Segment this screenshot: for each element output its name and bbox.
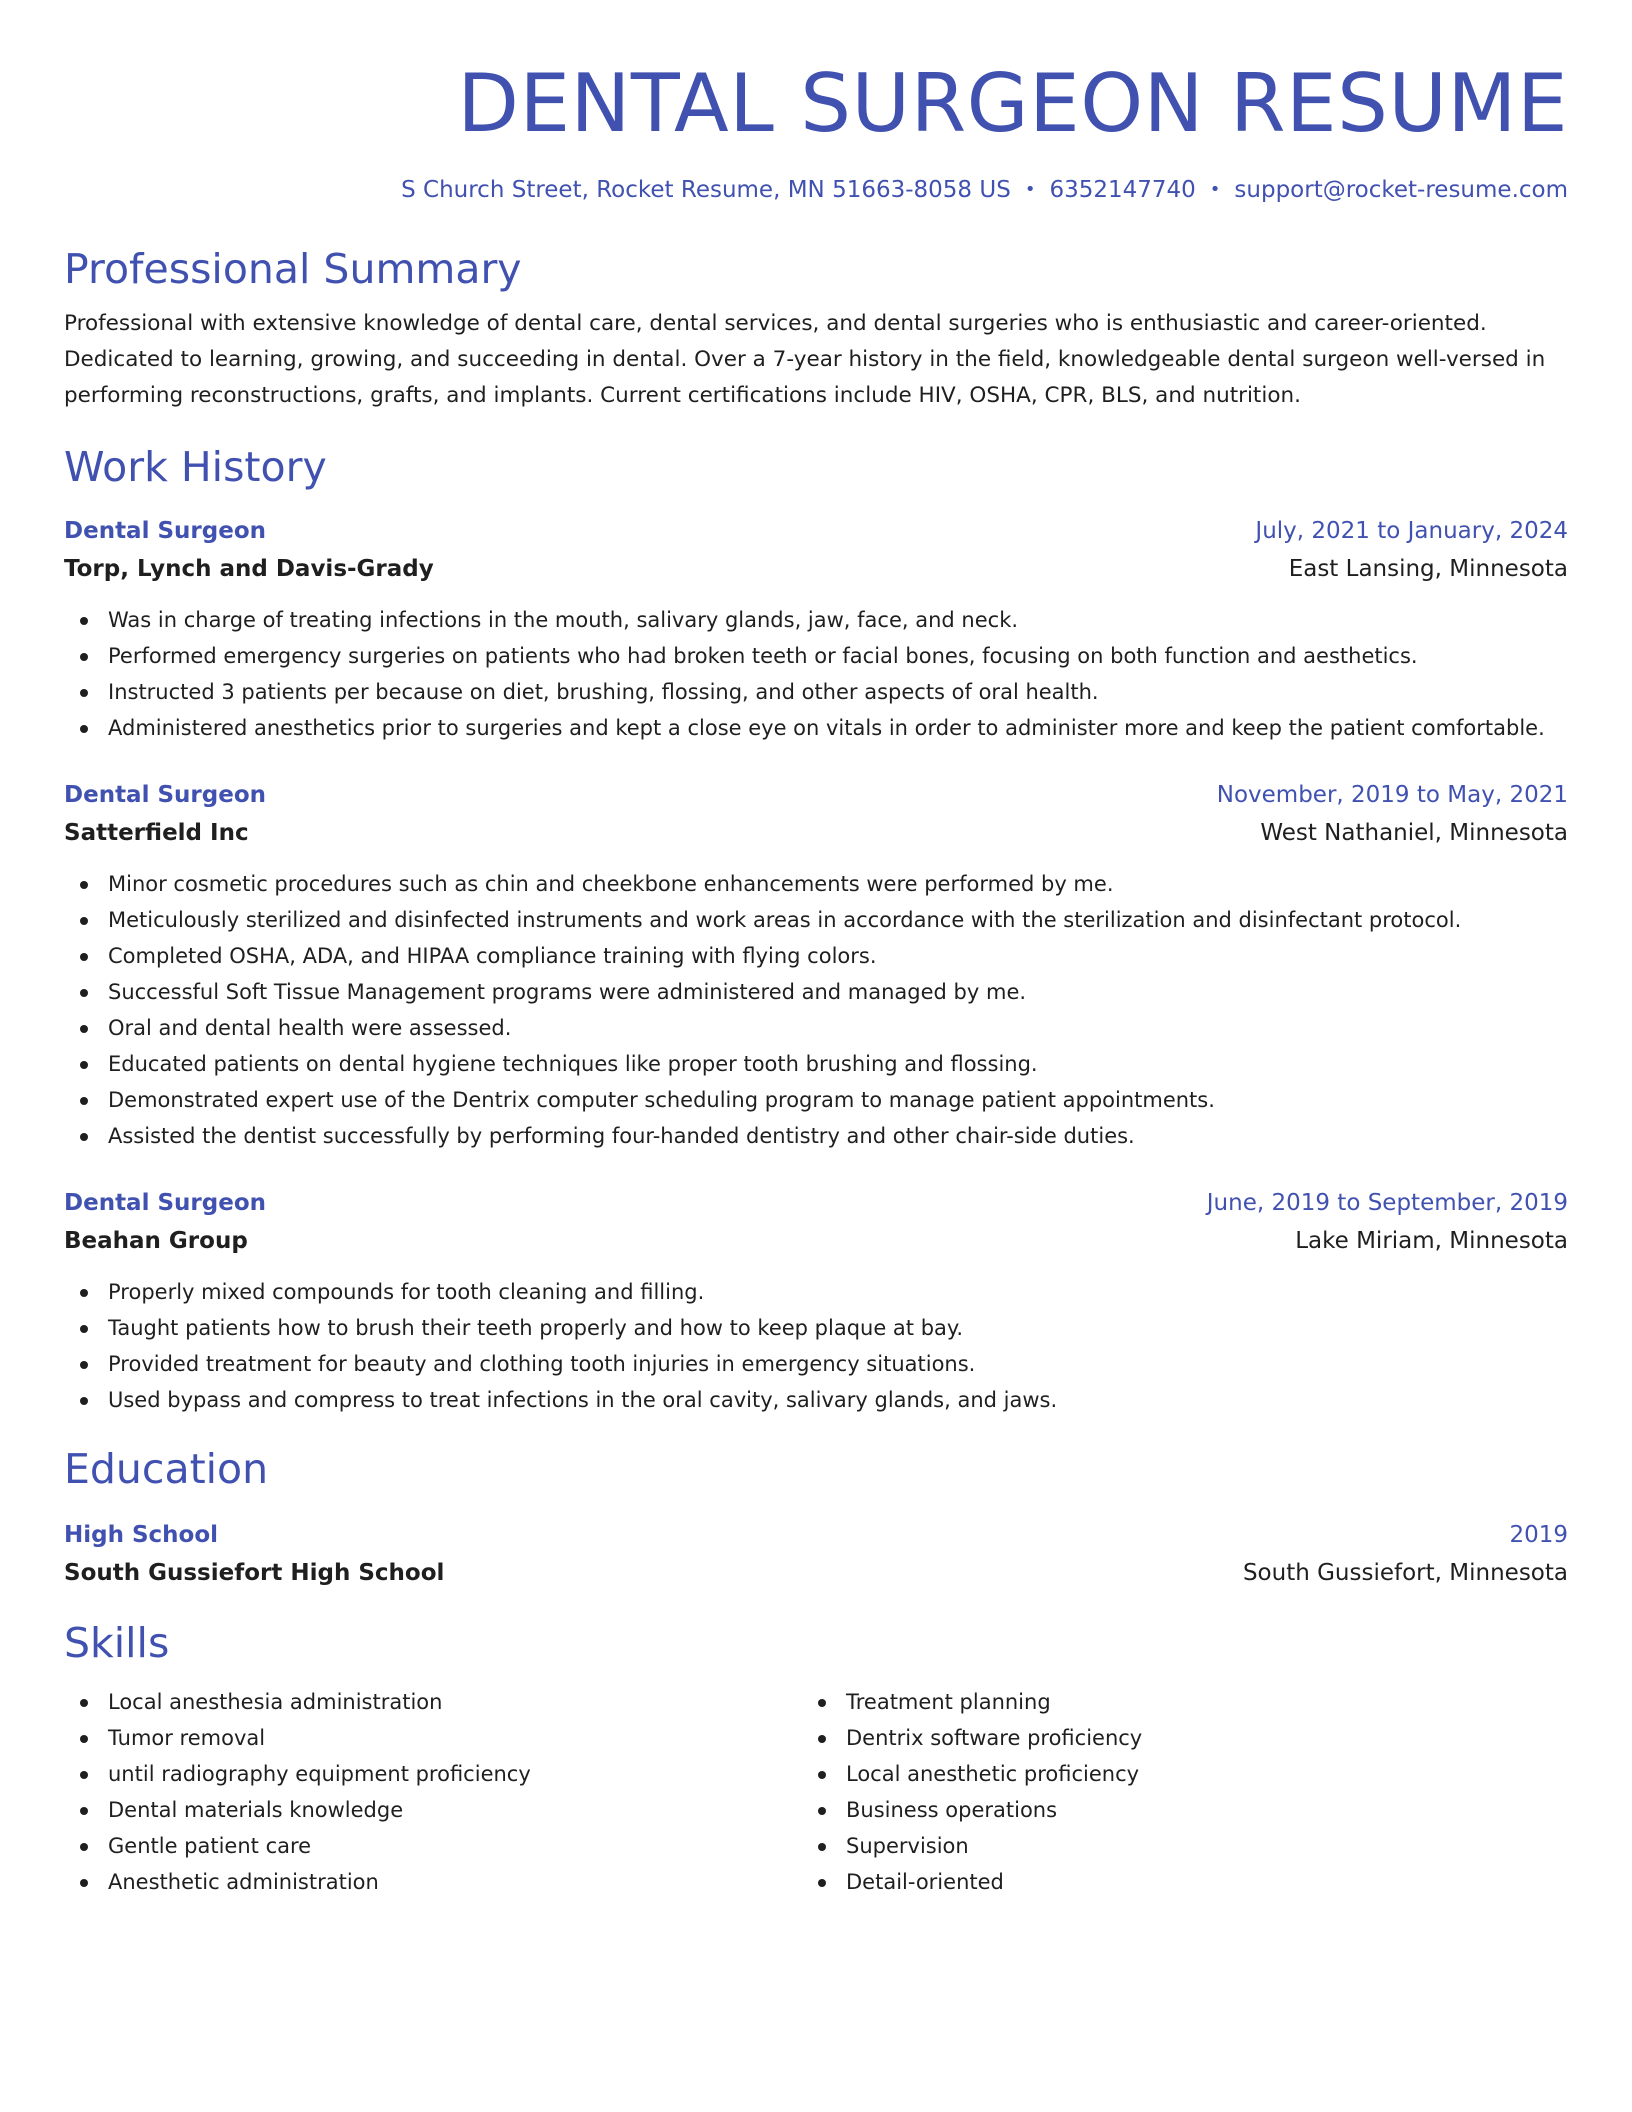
education-location: South Gussiefort, Minnesota xyxy=(1242,1560,1568,1586)
skill-item: Supervision xyxy=(802,1828,1540,1864)
job-bullets xyxy=(64,1274,1568,1418)
job-bullet: Properly mixed compounds for tooth cleaning and filling. xyxy=(64,1274,1568,1310)
skills-list xyxy=(802,1684,1540,1900)
job-dates: November, 2019 to May, 2021 xyxy=(1216,782,1568,808)
skills-column-right xyxy=(802,1684,1540,1900)
job-dates: July, 2021 to January, 2024 xyxy=(1255,518,1568,544)
job-bullet: Performed emergency surgeries on patients who had broken teeth or facial bones, focusing on both function and aesthetics. xyxy=(64,638,1568,674)
skill-item: Treatment planning xyxy=(802,1684,1540,1720)
job-bullet: Minor cosmetic procedures such as chin and cheekbone enhancements were performed by me. xyxy=(64,866,1568,902)
job-entry xyxy=(64,512,1568,746)
job-role: Dental Surgeon xyxy=(64,518,266,544)
job-location: Lake Miriam, Minnesota xyxy=(1295,1228,1568,1254)
contact-separator: • xyxy=(1024,179,1036,200)
job-entry xyxy=(64,1184,1568,1418)
job-role: Dental Surgeon xyxy=(64,1190,266,1216)
job-company: Satterfield Inc xyxy=(64,820,249,846)
education-heading: Education xyxy=(64,1445,269,1493)
skill-item: Detail-oriented xyxy=(802,1864,1540,1900)
job-bullet: Assisted the dentist successfully by performing four-handed dentistry and other chair-side duties. xyxy=(64,1118,1568,1154)
work-history-heading: Work History xyxy=(64,443,327,491)
job-bullet: Was in charge of treating infections in the mouth, salivary glands, jaw, face, and neck. xyxy=(64,602,1568,638)
skills-column-left xyxy=(64,1684,802,1900)
skill-item: Anesthetic administration xyxy=(64,1864,802,1900)
skill-item: Dental materials knowledge xyxy=(64,1792,802,1828)
job-bullet: Taught patients how to brush their teeth properly and how to keep plaque at bay. xyxy=(64,1310,1568,1346)
job-bullet: Administered anesthetics prior to surgeries and kept a close eye on vitals in order to administer more and keep the patient comfortable. xyxy=(64,710,1568,746)
resume-header xyxy=(64,56,1568,206)
skill-item: Business operations xyxy=(802,1792,1540,1828)
job-location: West Nathaniel, Minnesota xyxy=(1260,820,1568,846)
job-bullets xyxy=(64,866,1568,1154)
skill-item: Dentrix software proficiency xyxy=(802,1720,1540,1756)
education-entry xyxy=(64,1516,1568,1592)
contact-separator: • xyxy=(1209,179,1221,200)
job-role: Dental Surgeon xyxy=(64,782,266,808)
contact-phone: 6352147740 xyxy=(1049,177,1196,203)
contact-address: S Church Street, Rocket Resume, MN 51663-8058 US xyxy=(401,177,1011,203)
job-bullet: Provided treatment for beauty and clothing tooth injuries in emergency situations. xyxy=(64,1346,1568,1382)
skill-item: Local anesthetic proficiency xyxy=(802,1756,1540,1792)
job-bullet: Oral and dental health were assessed. xyxy=(64,1010,1568,1046)
summary-heading: Professional Summary xyxy=(64,245,522,293)
job-bullet: Demonstrated expert use of the Dentrix computer scheduling program to manage patient appointments. xyxy=(64,1082,1568,1118)
education-year: 2019 xyxy=(1509,1522,1568,1548)
job-company: Beahan Group xyxy=(64,1228,248,1254)
job-bullet: Completed OSHA, ADA, and HIPAA compliance training with flying colors. xyxy=(64,938,1568,974)
skill-item: Tumor removal xyxy=(64,1720,802,1756)
contact-email: support@rocket-resume.com xyxy=(1234,177,1568,203)
job-bullet: Educated patients on dental hygiene techniques like proper tooth brushing and flossing. xyxy=(64,1046,1568,1082)
skill-item: Local anesthesia administration xyxy=(64,1684,802,1720)
job-dates: June, 2019 to September, 2019 xyxy=(1206,1190,1568,1216)
education-degree: High School xyxy=(64,1522,219,1548)
summary-text: Professional with extensive knowledge of dental care, dental services, and dental surgeries who is enthusiastic and career-oriented. Dedicated to learning, growing, and succeeding in dental. Over a 7-year history in the field, knowledgeable dental surgeon well-versed in performing reconstructions, grafts, and implants. Current certifications include HIV, OSHA, CPR, BLS, and nutrition. xyxy=(64,311,1546,408)
skill-item: until radiography equipment proficiency xyxy=(64,1756,802,1792)
job-bullet: Instructed 3 patients per because on diet, brushing, flossing, and other aspects of oral health. xyxy=(64,674,1568,710)
education-school: South Gussiefort High School xyxy=(64,1560,445,1586)
contact-line xyxy=(64,174,1568,206)
job-bullet: Used bypass and compress to treat infections in the oral cavity, salivary glands, and jaws. xyxy=(64,1382,1568,1418)
job-location: East Lansing, Minnesota xyxy=(1288,556,1568,582)
skills-heading: Skills xyxy=(64,1619,170,1667)
job-bullet: Meticulously sterilized and disinfected instruments and work areas in accordance with the sterilization and disinfectant protocol. xyxy=(64,902,1568,938)
job-bullet: Successful Soft Tissue Management programs were administered and managed by me. xyxy=(64,974,1568,1010)
resume-title: DENTAL SURGEON RESUME xyxy=(457,57,1568,150)
skill-item: Gentle patient care xyxy=(64,1828,802,1864)
skills-grid xyxy=(64,1684,1568,1900)
job-entry xyxy=(64,776,1568,1154)
job-company: Torp, Lynch and Davis-Grady xyxy=(64,556,434,582)
job-bullets xyxy=(64,602,1568,746)
skills-list xyxy=(64,1684,802,1900)
